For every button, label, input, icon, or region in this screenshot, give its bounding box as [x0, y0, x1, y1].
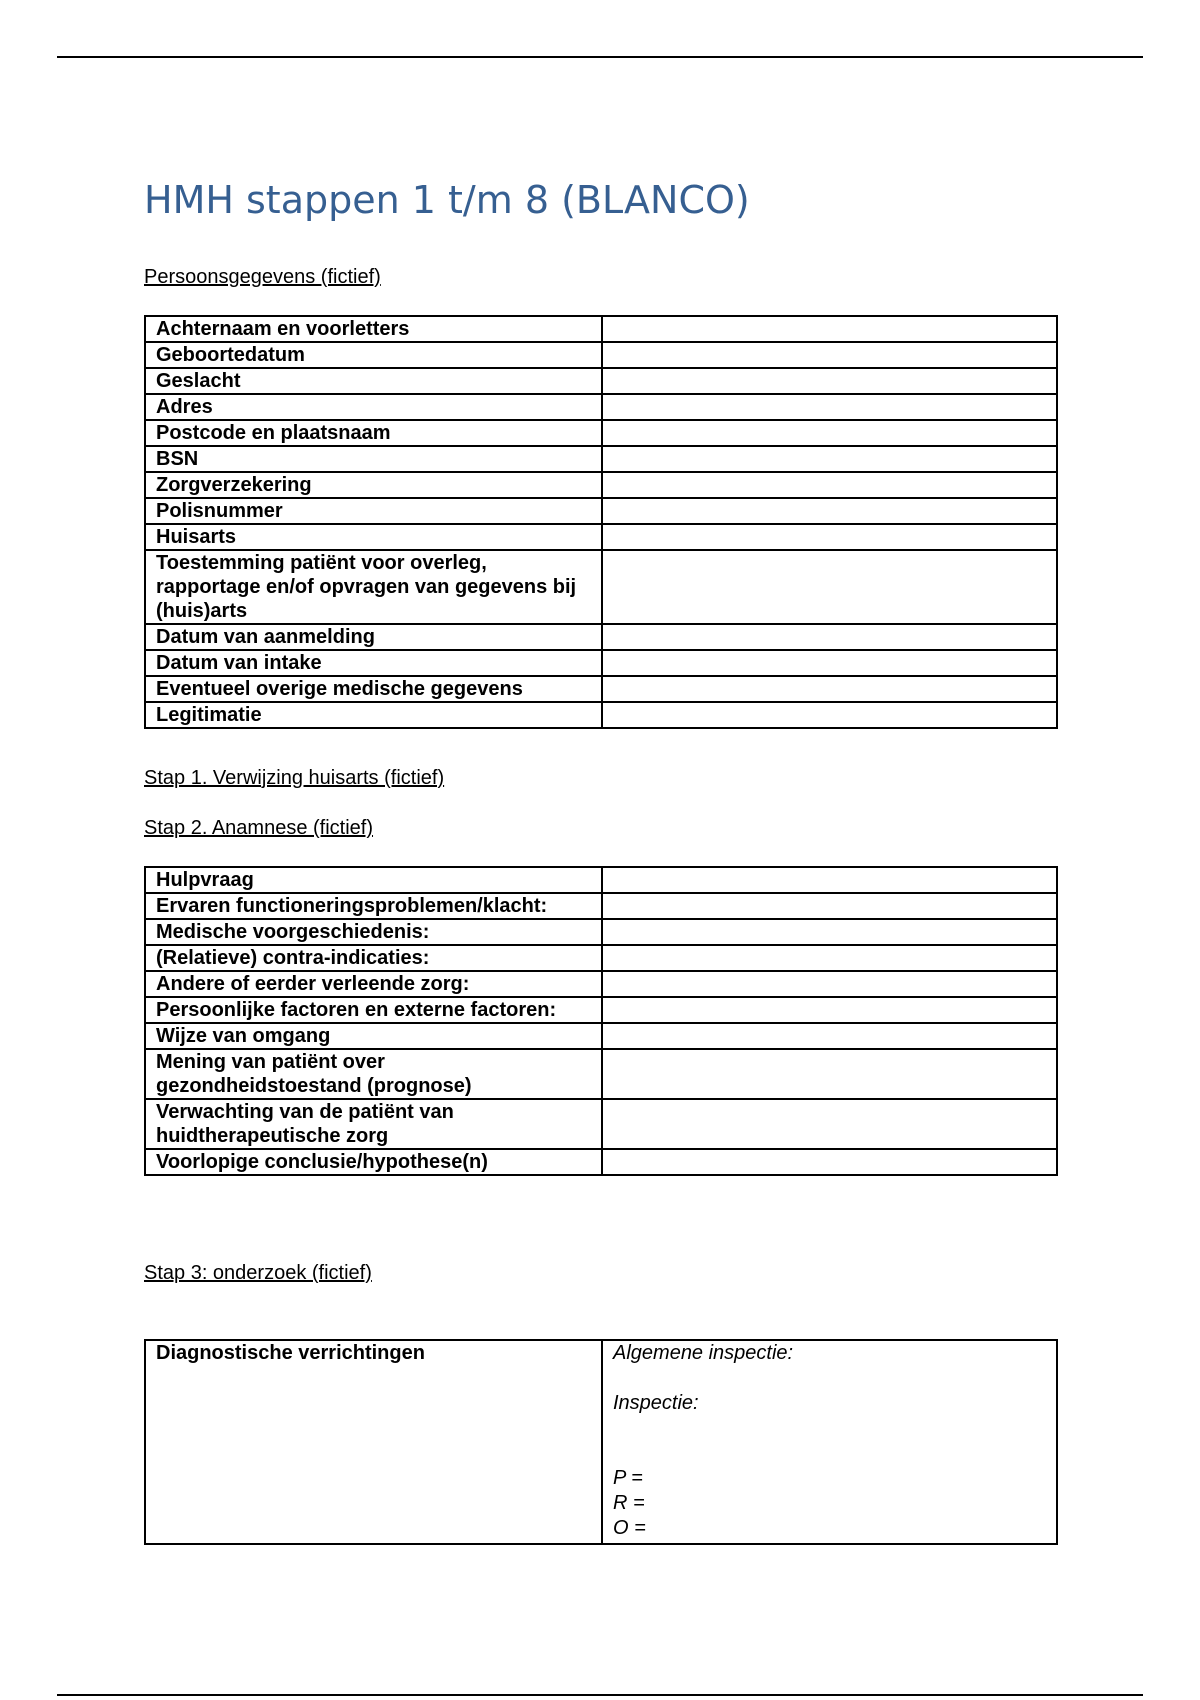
section-heading-persoonsgegevens: Persoonsgegevens (fictief)	[144, 266, 381, 288]
table-row	[145, 368, 1057, 394]
row-label: Achternaam en voorletters	[145, 316, 602, 342]
row-value-field[interactable]	[602, 867, 1057, 893]
row-value-field[interactable]	[602, 1023, 1057, 1049]
section-heading-stap2: Stap 2. Anamnese (fictief)	[144, 817, 374, 839]
table-row	[145, 1049, 1057, 1099]
row-value-field[interactable]	[602, 919, 1057, 945]
row-label: Legitimatie	[145, 702, 602, 728]
row-label: Polisnummer	[145, 498, 602, 524]
table-row	[145, 472, 1057, 498]
table-row	[145, 997, 1057, 1023]
row-value-field[interactable]	[602, 368, 1057, 394]
o-label: O =	[613, 1517, 646, 1539]
table-row	[145, 342, 1057, 368]
row-value-field[interactable]	[602, 498, 1057, 524]
r-label: R =	[613, 1492, 645, 1514]
row-label: Datum van intake	[145, 650, 602, 676]
row-value-field[interactable]	[602, 676, 1057, 702]
table-row	[145, 624, 1057, 650]
row-value-field[interactable]	[602, 971, 1057, 997]
algemene-inspectie-label: Algemene inspectie:	[613, 1342, 794, 1364]
row-value-field[interactable]	[602, 624, 1057, 650]
table-row	[145, 1099, 1057, 1149]
row-label: Mening van patiënt over gezondheidstoestand (prognose)	[145, 1049, 602, 1099]
row-label: Toestemming patiënt voor overleg, rapportage en/of opvragen van gegevens bij (huis)arts	[145, 550, 602, 624]
row-value-field[interactable]	[602, 1099, 1057, 1149]
row-label: Eventueel overige medische gegevens	[145, 676, 602, 702]
header-rule	[57, 56, 1143, 58]
table-row	[145, 893, 1057, 919]
row-value-field[interactable]	[602, 524, 1057, 550]
inspectie-label: Inspectie:	[613, 1392, 699, 1414]
row-value-field[interactable]	[602, 472, 1057, 498]
table-row	[145, 702, 1057, 728]
spacer	[613, 1416, 1046, 1466]
table-row	[145, 1149, 1057, 1175]
anamnese-table	[144, 866, 1058, 1176]
row-label: Adres	[145, 394, 602, 420]
table-row	[145, 446, 1057, 472]
p-label: P =	[613, 1467, 643, 1489]
table-row	[145, 316, 1057, 342]
row-label: Ervaren functioneringsproblemen/klacht:	[145, 893, 602, 919]
row-value-field[interactable]	[602, 420, 1057, 446]
table-row	[145, 1023, 1057, 1049]
row-label: Medische voorgeschiedenis:	[145, 919, 602, 945]
table-row	[145, 394, 1057, 420]
row-value-field[interactable]	[602, 446, 1057, 472]
table-row	[145, 524, 1057, 550]
table-row	[145, 867, 1057, 893]
onderzoek-table	[144, 1339, 1058, 1545]
footer-rule	[57, 1694, 1143, 1696]
row-label: Huisarts	[145, 524, 602, 550]
row-label: Postcode en plaatsnaam	[145, 420, 602, 446]
row-label: Wijze van omgang	[145, 1023, 602, 1049]
row-label: BSN	[145, 446, 602, 472]
row-value-field[interactable]	[602, 1149, 1057, 1175]
spacer	[613, 1366, 1046, 1391]
row-label: Diagnostische verrichtingen	[145, 1340, 602, 1544]
row-label: Andere of eerder verleende zorg:	[145, 971, 602, 997]
row-value-field[interactable]	[602, 316, 1057, 342]
row-label: Geboortedatum	[145, 342, 602, 368]
table-row	[145, 420, 1057, 446]
row-value-field[interactable]	[602, 1049, 1057, 1099]
section-heading-stap1: Stap 1. Verwijzing huisarts (fictief)	[144, 767, 445, 789]
row-value-field[interactable]	[602, 997, 1057, 1023]
row-label: (Relatieve) contra-indicaties:	[145, 945, 602, 971]
row-value-field[interactable]	[602, 550, 1057, 624]
onderzoek-notes-field[interactable]	[602, 1340, 1057, 1544]
table-row	[145, 650, 1057, 676]
row-value-field[interactable]	[602, 394, 1057, 420]
table-row	[145, 945, 1057, 971]
row-label: Zorgverzekering	[145, 472, 602, 498]
row-value-field[interactable]	[602, 893, 1057, 919]
row-label: Persoonlijke factoren en externe factoren:	[145, 997, 602, 1023]
table-row	[145, 971, 1057, 997]
table-row	[145, 498, 1057, 524]
row-label: Datum van aanmelding	[145, 624, 602, 650]
row-label: Verwachting van de patiënt van huidtherapeutische zorg	[145, 1099, 602, 1149]
row-label: Hulpvraag	[145, 867, 602, 893]
table-row	[145, 550, 1057, 624]
row-label: Voorlopige conclusie/hypothese(n)	[145, 1149, 602, 1175]
persoonsgegevens-table	[144, 315, 1058, 729]
row-value-field[interactable]	[602, 945, 1057, 971]
row-label: Geslacht	[145, 368, 602, 394]
row-value-field[interactable]	[602, 650, 1057, 676]
table-row	[145, 919, 1057, 945]
section-heading-stap3: Stap 3: onderzoek (fictief)	[144, 1262, 372, 1284]
table-row	[145, 676, 1057, 702]
row-value-field[interactable]	[602, 342, 1057, 368]
page-title: HMH stappen 1 t/m 8 (BLANCO)	[144, 178, 750, 222]
table-row	[145, 1340, 1057, 1544]
row-value-field[interactable]	[602, 702, 1057, 728]
